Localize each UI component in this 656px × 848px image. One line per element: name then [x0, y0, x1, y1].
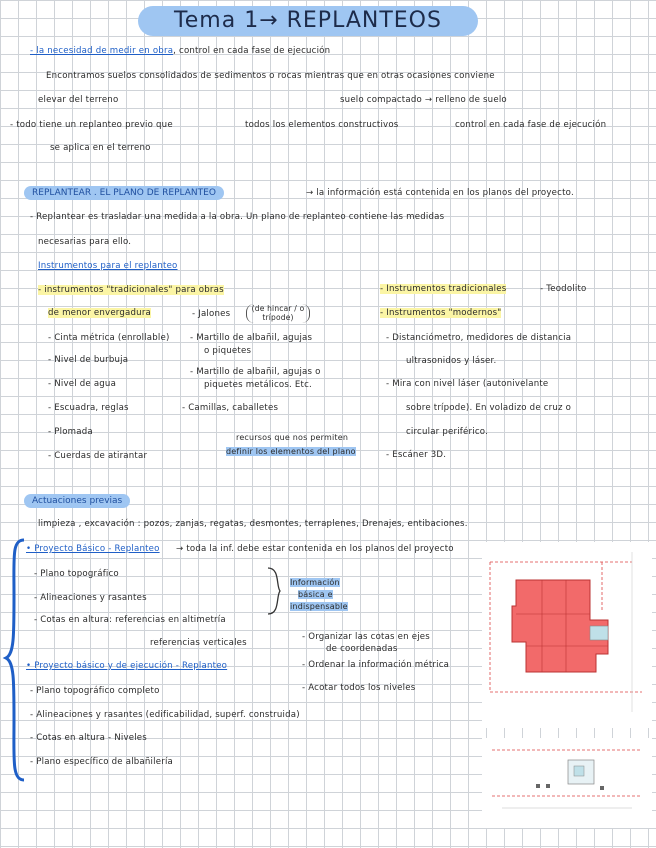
actuaciones-line: limpieza , excavación : pozos, zanjas, regatas, desmontes, terraplenes, Drenajes, entibaciones.: [38, 519, 468, 529]
trad-item: - Escuadra, reglas: [48, 403, 129, 413]
trad-heading-text: - instrumentos "tradicionales" para obras: [38, 285, 224, 295]
brace-note-2-text: básica e: [298, 590, 333, 599]
section1-after: → la información está contenida en los planos del proyecto.: [306, 188, 574, 198]
trad-heading: [38, 285, 224, 296]
modern-item: circular periférico.: [406, 427, 489, 437]
section-pill-actuaciones: Actuaciones previas: [24, 494, 130, 508]
right-head-1b: - Teodolito: [540, 284, 587, 294]
right-brace-icon: [266, 566, 288, 616]
intro-line-3: elevar del terreno: [38, 95, 119, 105]
brace-note-1: [290, 578, 340, 588]
trad-item: - Nivel de agua: [48, 379, 117, 389]
project-basic-heading: • Proyecto Básico - Replanteo: [26, 544, 160, 554]
trad-item: - Nivel de burbuja: [48, 355, 129, 365]
modern-item: - Escáner 3D.: [386, 450, 447, 460]
brace-note-3-text: indispensable: [290, 602, 348, 611]
trad-item: - Plomada: [48, 427, 93, 437]
intro-line-5: se aplica en el terreno: [50, 143, 151, 153]
intro-need: - la necesidad de medir en obra: [30, 46, 174, 56]
resources-note-2-text: definir los elementos del plano: [226, 447, 356, 456]
exec-item: - Alineaciones y rasantes (edificabilidad, superf. construida): [30, 710, 300, 720]
basic-item: - Plano topográfico: [34, 569, 119, 579]
intro-line-4c: control en cada fase de ejecución: [455, 120, 607, 130]
project-basic-after: → toda la inf. debe estar contenida en los planos del proyecto: [176, 544, 454, 554]
mid-item: - Jalones: [192, 309, 231, 319]
intro-line-3b: suelo compactado → relleno de suelo: [340, 95, 507, 105]
mid-item: - Martillo de albañil, agujas o: [190, 367, 321, 377]
side-note: - Ordenar la información métrica: [302, 660, 450, 670]
modern-item: sobre trípode). En voladizo de cruz o: [406, 403, 572, 413]
side-note: - Organizar las cotas en ejes: [302, 632, 430, 642]
right-head-1-text: - Instrumentos tradicionales: [380, 284, 507, 294]
modern-item: ultrasonidos y láser.: [406, 356, 497, 366]
side-note: - Acotar todos los niveles: [302, 683, 416, 693]
intro-line-2: Encontramos suelos consolidados de sedimentos o rocas mientras que en otras ocasiones conviene: [46, 71, 495, 81]
intro-control: , control en cada fase de ejecución: [173, 46, 331, 56]
brace-note-2: [298, 590, 333, 600]
intro-line-1: [30, 46, 330, 57]
section1-def-2: necesarias para ello.: [38, 237, 132, 247]
right-head-1: [380, 284, 506, 295]
basic-item: - Alineaciones y rasantes: [34, 593, 147, 603]
right-head-2-text: - Instrumentos "modernos": [380, 308, 502, 318]
elevation-image: [482, 738, 652, 828]
brace-note-1-text: Información: [290, 578, 340, 587]
brace-note-3: [290, 602, 348, 612]
exec-item: - Cotas en altura - Niveles: [30, 733, 147, 743]
section1-subtitle: Instrumentos para el replanteo: [38, 261, 178, 271]
mid-item: piquetes metálicos. Etc.: [204, 380, 312, 390]
project-exec-heading: • Proyecto básico y de ejecución - Replanteo: [26, 661, 228, 671]
resources-note-1: [236, 433, 348, 443]
modern-item: - Distanciómetro, medidores de distancia: [386, 333, 572, 343]
mid-item-note: (de hincar / o trípode): [246, 304, 310, 323]
right-head-2: [380, 308, 501, 319]
basic-item: referencias verticales: [150, 638, 247, 648]
side-note: de coordenadas: [326, 644, 398, 654]
trad-heading-2-text: de menor envergadura: [48, 308, 152, 318]
mid-item: o piquetes: [204, 346, 252, 356]
mid-item: - Camillas, caballetes: [182, 403, 279, 413]
page-title: Tema 1→ REPLANTEOS: [138, 6, 478, 36]
resources-note-1-text: recursos que nos permiten: [236, 433, 349, 442]
modern-item: - Mira con nivel láser (autonivelante: [386, 379, 549, 389]
basic-item: - Cotas en altura: referencias en altimetría: [34, 615, 226, 625]
exec-item: - Plano topográfico completo: [30, 686, 160, 696]
trad-item: - Cuerdas de atirantar: [48, 451, 148, 461]
intro-line-4: - todo tiene un replanteo previo que: [10, 120, 173, 130]
trad-item: - Cinta métrica (enrollable): [48, 333, 170, 343]
resources-note-2: [226, 447, 356, 457]
trad-heading-2: [48, 308, 151, 319]
section-pill-replantear: REPLANTEAR . EL PLANO DE REPLANTEO: [24, 186, 224, 200]
section1-def-1: - Replantear es trasladar una medida a la obra. Un plano de replanteo contiene las medidas: [30, 212, 445, 222]
intro-line-4b: todos los elementos constructivos: [245, 120, 399, 130]
mid-item: - Martillo de albañil, agujas: [190, 333, 313, 343]
floor-plan-image: [482, 542, 652, 728]
exec-item: - Plano específico de albañilería: [30, 757, 173, 767]
